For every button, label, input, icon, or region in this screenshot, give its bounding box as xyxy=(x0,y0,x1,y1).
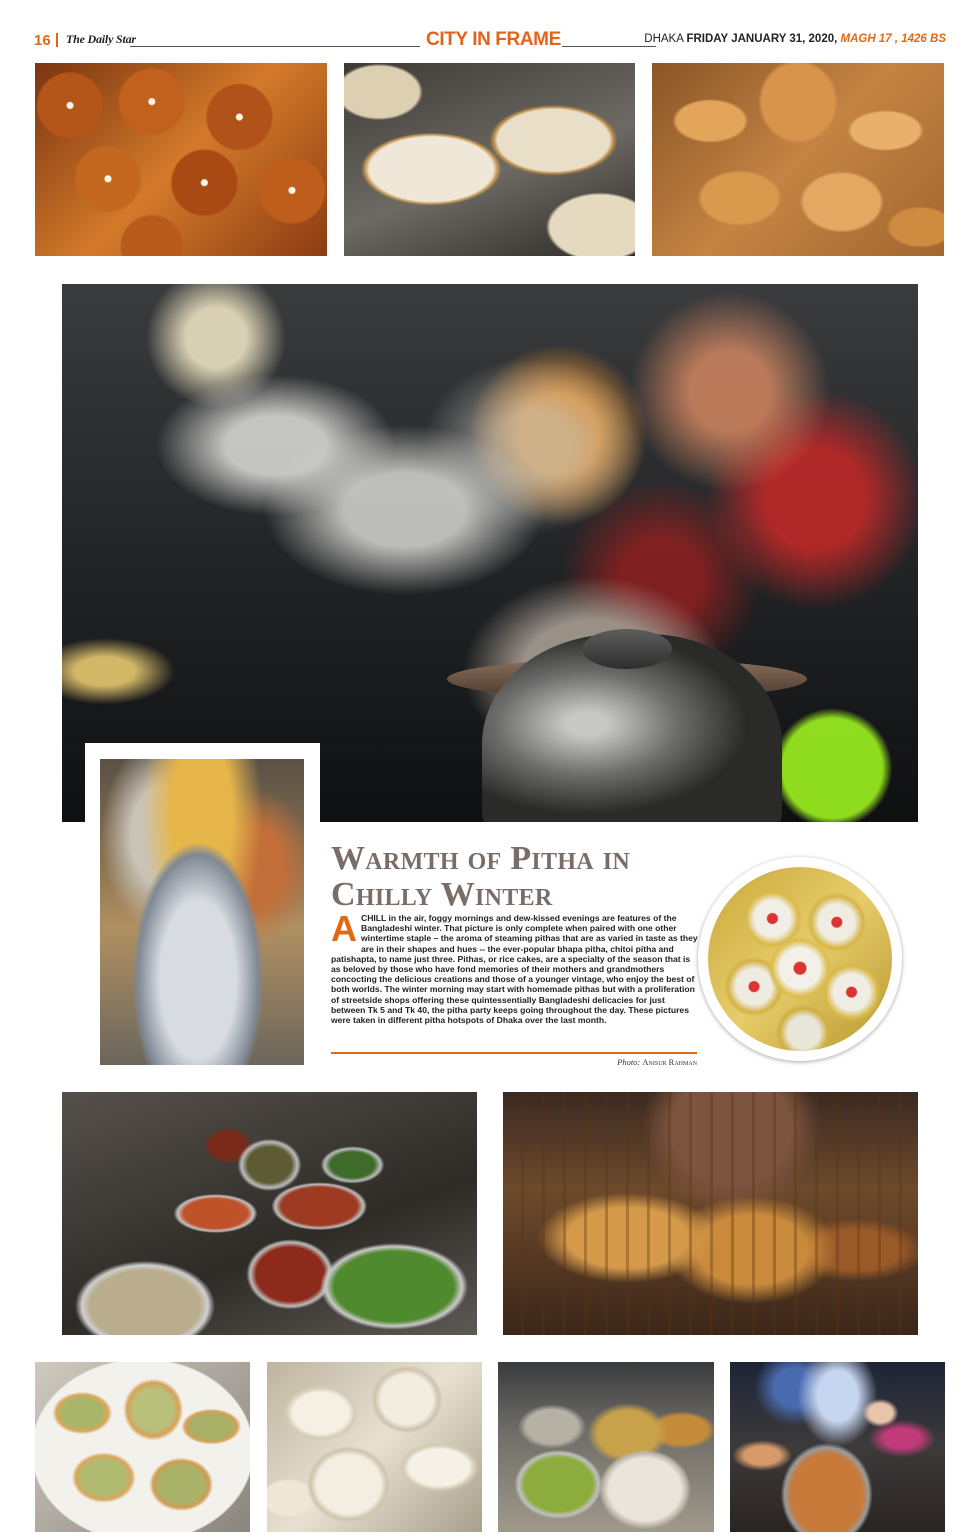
page-header xyxy=(34,30,946,52)
dateline-bengali: MAGH 17 , 1426 BS xyxy=(840,33,946,45)
photo-credit xyxy=(617,1057,697,1067)
fried-snacks-tray-photo xyxy=(503,1092,918,1335)
photo-credit-label: Photo: xyxy=(617,1057,641,1067)
headline-line-2: Chilly Winter xyxy=(331,876,553,913)
food-stall-plates-photo xyxy=(498,1362,714,1532)
header-rule-left xyxy=(130,46,420,47)
article-body xyxy=(331,908,699,1026)
article-rule xyxy=(331,1052,697,1054)
chitoi-pithas-photo xyxy=(344,63,635,256)
headline-line-1: Warmth of Pitha in xyxy=(331,840,631,877)
section-title: CITY IN FRAME xyxy=(426,29,561,50)
dateline-city: DHAKA xyxy=(644,33,684,45)
article-headline xyxy=(331,841,691,913)
fried-pithas-photo xyxy=(652,63,944,256)
flower-shaped-pithas-photo xyxy=(35,63,327,256)
dateline-date: FRIDAY JANUARY 31, 2020, xyxy=(686,33,838,45)
page-number: 16 xyxy=(34,32,51,49)
night-market-photo xyxy=(730,1362,945,1532)
steaming-pot-photo xyxy=(62,284,918,822)
patishapta-plate-photo xyxy=(35,1362,250,1532)
coconut-pithas-photo xyxy=(708,867,892,1051)
chutney-bowls-photo xyxy=(62,1092,477,1335)
pitha-stall-photo xyxy=(100,759,304,1065)
dateline xyxy=(644,33,946,45)
pot-lid xyxy=(582,629,672,669)
white-puli-pithas-photo xyxy=(267,1362,482,1532)
masthead: The Daily Star xyxy=(66,32,136,46)
header-rule-right xyxy=(562,46,656,47)
photo-credit-name: Anisur Rahman xyxy=(642,1057,697,1067)
header-divider xyxy=(56,33,58,47)
article-text: CHILL in the air, foggy mornings and dew-kissed evenings are features of the Bangladeshi winter. That picture is only complete when paired with one other wintertime staple – the aroma of steaming pithas that are as varied in taste as they are in their shapes and hues -- the ever-popular bhapa pitha, chitoi pitha and patishapta, to name just three. Pithas, or rice cakes, are a specialty of the season that is as beloved by those who have fond memories of their mothers and grandmothers concocting the delicious creations and those of a younger vintage, who enjoy the best of both worlds. The winter morning may start with homemade pithas but with a proliferation of streetside shops offering these quintessentially Bangladeshi delicacies for just between Tk 5 and Tk 40, the pitha party keeps going throughout the day. These pictures were taken in different pitha hotspots of Dhaka over the last month. xyxy=(331,913,698,1026)
drop-cap: A xyxy=(331,908,357,949)
